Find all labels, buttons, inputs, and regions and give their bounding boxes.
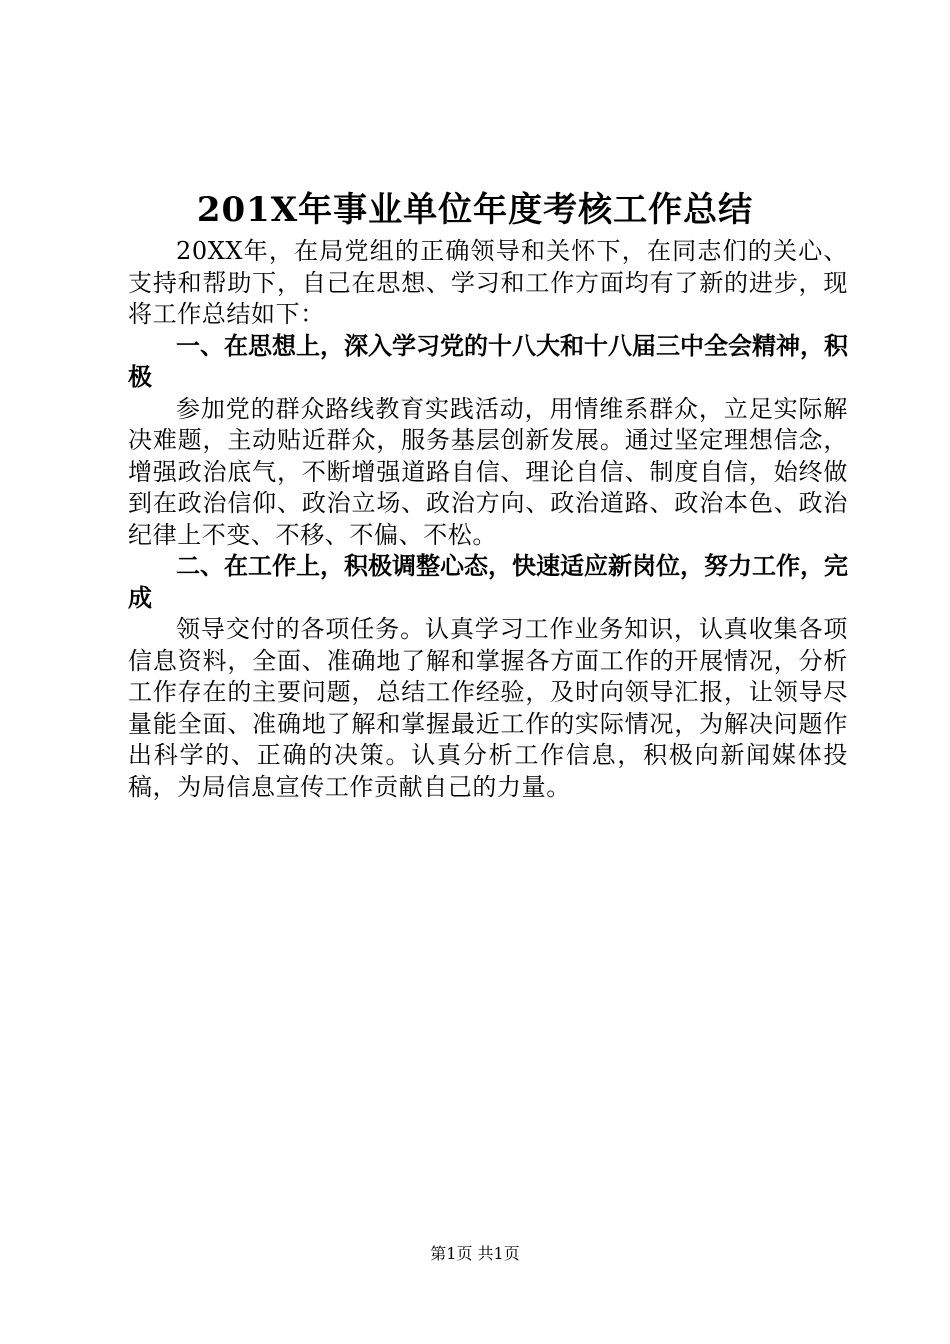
page-footer: 第1页 共1页 [430,1244,520,1263]
section-1-body: 参加党的群众路线教育实践活动，用情维系群众，立足实际解决难题，主动贴近群众，服务基层创新发展。通过坚定理想信念，增强政治底气，不断增强道路自信、理论自信、制度自信，始终做到在政治信仰、政治立场、政治方向、政治道路、政治本色、政治纪律上不变、不移、不偏、不松。 [128,394,848,549]
section-1-heading: 一、在思想上，深入学习党的十八大和十八届三中全会精神，积极 [128,331,848,391]
section-2-heading: 二、在工作上，积极调整心态，快速适应新岗位，努力工作，完成 [128,552,848,612]
intro-paragraph: 20XX年，在局党组的正确领导和关怀下，在同志们的关心、支持和帮助下，自己在思想、学习和工作方面均有了新的进步，现将工作总结如下： [128,237,848,328]
section-2-body: 领导交付的各项任务。认真学习工作业务知识，认真收集各项信息资料，全面、准确地了解和掌握各方面工作的开展情况，分析工作存在的主要问题，总结工作经验，及时向领导汇报，让领导尽量能全面、准确地了解和掌握最近工作的实际情况，为解决问题作出科学的、正确的决策。认真分析工作信息，积极向新闻媒体投稿，为局信息宣传工作贡献自己的力量。 [128,615,848,801]
document-title: 201X年事业单位年度考核工作总结 [196,190,754,230]
document-body [128,236,848,803]
